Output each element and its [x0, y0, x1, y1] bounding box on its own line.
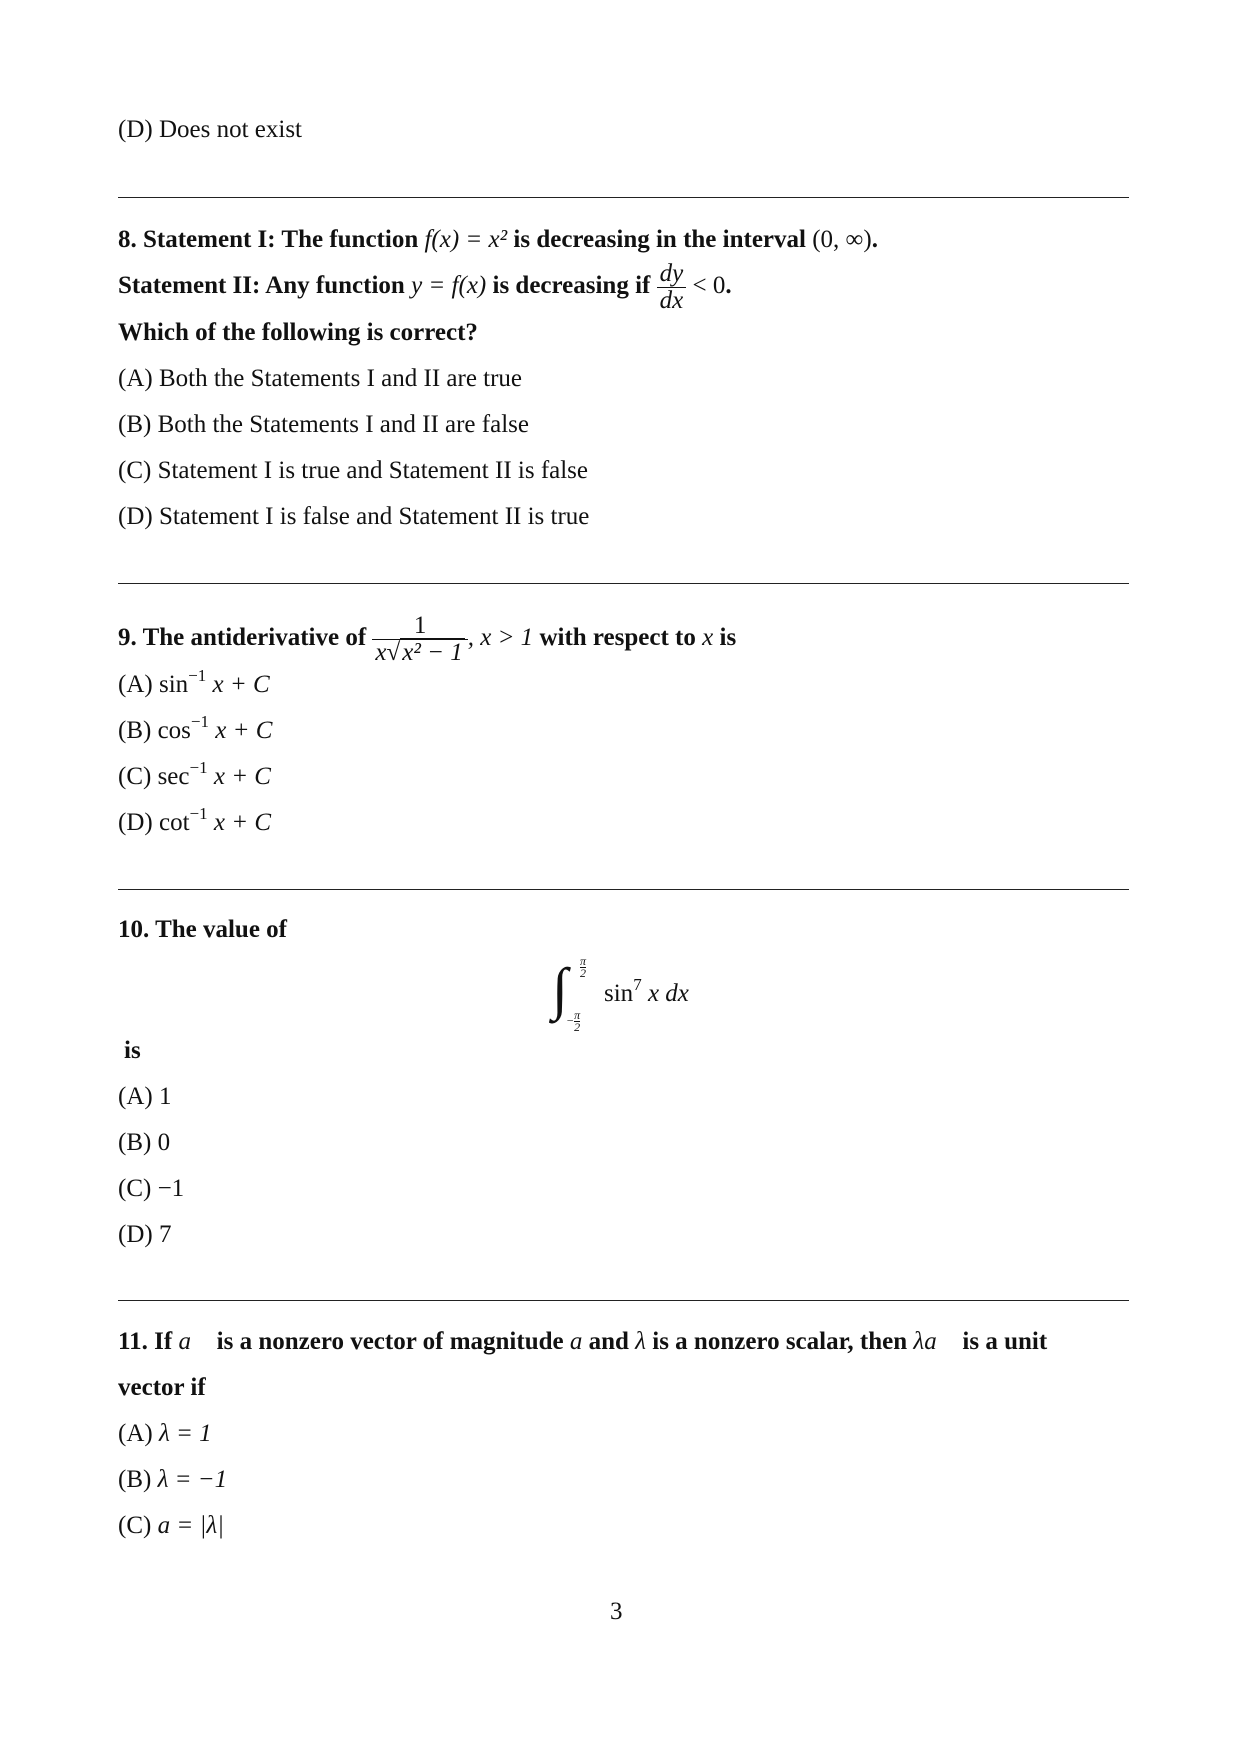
q11-stem-line-2: vector if [118, 1374, 206, 1401]
q11-option-a[interactable]: (A) λ = 1 [118, 1420, 212, 1447]
q10-option-a[interactable]: (A) 1 [118, 1083, 172, 1110]
q8-option-a[interactable]: (A) Both the Statements I and II are true [118, 365, 523, 392]
prev-option-d: (D) Does not exist [118, 116, 302, 143]
divider [118, 889, 1129, 890]
upper-limit: $\frac{\pi}{2}$ [580, 954, 587, 980]
integrand-fraction: $\frac{1}{\text{x√x² − 1}}$ [372, 613, 467, 666]
q10-stem: 10. The value of [118, 916, 288, 943]
integral-sign: ∫ [552, 956, 568, 1021]
divider [118, 583, 1129, 584]
q10-option-c[interactable]: (C) −1 [118, 1175, 185, 1202]
q10-is: is [124, 1037, 141, 1064]
q8-option-d[interactable]: (D) Statement I is false and Statement II is true [118, 503, 590, 530]
q11-stem-line-1: 11. If a⃗ is a nonzero vector of magnitude a and λ is a nonzero scalar, then λa⃗ is a unit [118, 1328, 1048, 1355]
q9-option-b[interactable]: (B) $\cos^{-1} x + C$ [118, 711, 273, 744]
q10-option-d[interactable]: (D) 7 [118, 1221, 172, 1248]
q8-option-b[interactable]: (B) Both the Statements I and II are false [118, 411, 529, 438]
q9-option-c[interactable]: (C) $\sec^{-1} x + C$ [118, 757, 271, 790]
divider [118, 197, 1129, 198]
q8-statement-1: 8. Statement I: The function f(x) = x² is decreasing in the interval (0, ∞). [118, 226, 878, 253]
q9-option-d[interactable]: (D) $\cot^{-1} x + C$ [118, 803, 272, 836]
q9-stem: 9. The antiderivative of $\frac{1}{\text{x√x² − 1}}$ , x > 1 with respect to x is [118, 611, 737, 666]
page-number: 3 [610, 1598, 623, 1625]
q8-question: Which of the following is correct? [118, 319, 478, 346]
q8-option-c[interactable]: (C) Statement I is true and Statement II is false [118, 457, 589, 484]
q10-option-b[interactable]: (B) 0 [118, 1129, 171, 1156]
integrand: $\sin^7 x$ dx [604, 974, 689, 1007]
q11-option-c[interactable]: (C) a = |λ| [118, 1512, 225, 1539]
q8-statement-2: Statement II: Any function y = f(x) is decreasing if $\frac{dy}{dx}$ < 0. [118, 259, 732, 314]
q9-option-a[interactable]: (A) $\sin^{-1} x + C$ [118, 665, 270, 698]
divider [118, 1300, 1129, 1301]
lower-limit: − $\frac{\pi}{2}$ [566, 1008, 581, 1034]
derivative-fraction: $\frac{dy}{dx}$ [657, 261, 687, 314]
definite-integral [552, 950, 712, 1040]
q11-option-b[interactable]: (B) λ = −1 [118, 1466, 228, 1493]
